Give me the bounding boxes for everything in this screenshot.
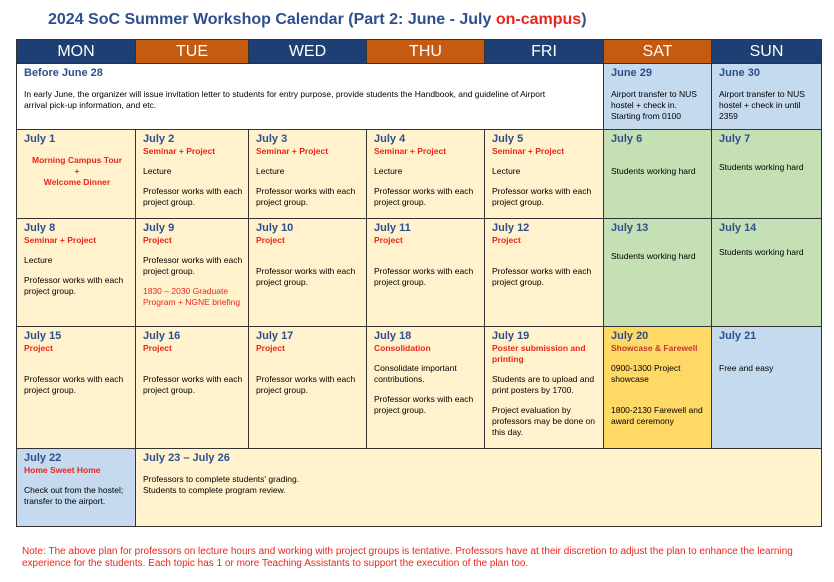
cell-july-20: July 20 Showcase & Farewell 0900-1300 Project showcase 1800-2130 Farewell and award ceremony	[604, 327, 712, 449]
cell-july-3: July 3 Seminar + Project Lecture Professor works with each project group.	[249, 130, 367, 219]
day-header-tue: TUE	[136, 40, 249, 64]
cell-july-19: July 19 Poster submission and printing Students are to upload and print posters by 1700. Project evaluation by professors may be done on this day.	[485, 327, 604, 449]
cell-july-18: July 18 Consolidation Consolidate important contributions. Professor works with each project group.	[367, 327, 485, 449]
weekday-header-row	[17, 40, 822, 64]
day-header-mon: MON	[17, 40, 136, 64]
cell-july-5: July 5 Seminar + Project Lecture Professor works with each project group.	[485, 130, 604, 219]
day-header-thu: THU	[367, 40, 485, 64]
title-highlight: on-campus	[495, 11, 582, 28]
cell-july-8: July 8 Seminar + Project Lecture Professor works with each project group.	[17, 219, 136, 327]
cell-july-9: July 9 Project Professor works with each project group. 1830 – 2030 Graduate Program + NGNE briefing	[136, 219, 249, 327]
cell-july-22: July 22 Home Sweet Home Check out from the hostel; transfer to the airport.	[17, 449, 136, 527]
cell-july-15: July 15 Project Professor works with each project group.	[17, 327, 136, 449]
day-header-wed: WED	[249, 40, 367, 64]
footnote: Note: The above plan for professors on lecture hours and working with project groups is tentative. Professors have at their discretion to adjust the plan to enhance the learning experience for the students. Each topic has 1 or more Teaching Assistants to support the execution of the plan too.	[22, 546, 793, 569]
before-june-28-cell: Before June 28 In early June, the organizer will issue invitation letter to students for entry purpose, provide students the Handbook, and guideline of Airport arrival pick-up information, and etc.	[17, 64, 604, 130]
cell-july-13: July 13 Students working hard	[604, 219, 712, 327]
day-header-sat: SAT	[604, 40, 712, 64]
cell-july-10: July 10 Project Professor works with each project group.	[249, 219, 367, 327]
cell-july-2: July 2 Seminar + Project Lecture Professor works with each project group.	[136, 130, 249, 219]
cell-july-21: July 21 Free and easy	[712, 327, 822, 449]
cell-july-17: July 17 Project Professor works with each project group.	[249, 327, 367, 449]
cell-july-23-26: July 23 – July 26 Professors to complete students' grading. Students to complete program review.	[136, 449, 822, 527]
cell-june-29: June 29 Airport transfer to NUS hostel + check in. Starting from 0100	[604, 64, 712, 130]
cell-july-16: July 16 Project Professor works with each project group.	[136, 327, 249, 449]
page-title: 2024 SoC Summer Workshop Calendar (Part 2: June - July on-campus)	[48, 11, 587, 28]
cell-july-12: July 12 Project Professor works with each project group.	[485, 219, 604, 327]
calendar-table	[16, 39, 822, 527]
cell-july-4: July 4 Seminar + Project Lecture Professor works with each project group.	[367, 130, 485, 219]
cell-july-11: July 11 Project Professor works with each project group.	[367, 219, 485, 327]
day-header-fri: FRI	[485, 40, 604, 64]
cell-july-14: July 14 Students working hard	[712, 219, 822, 327]
cell-june-30: June 30 Airport transfer to NUS hostel + check in until 2359	[712, 64, 822, 130]
day-header-sun: SUN	[712, 40, 822, 64]
cell-july-6: July 6 Students working hard	[604, 130, 712, 219]
cell-july-7: July 7 Students working hard	[712, 130, 822, 219]
cell-july-1: July 1 Morning Campus Tour + Welcome Dinner	[17, 130, 136, 219]
